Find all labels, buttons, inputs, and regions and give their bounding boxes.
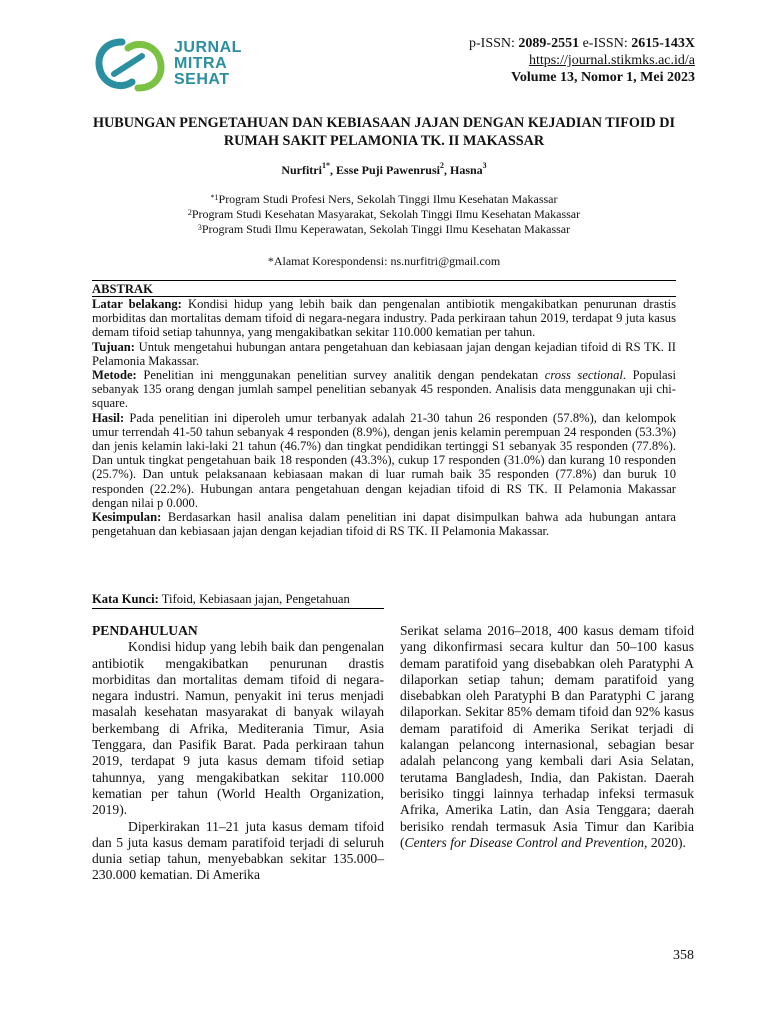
abstract-heading: ABSTRAK (92, 280, 676, 297)
keywords (92, 592, 384, 609)
page-number: 358 (673, 948, 694, 963)
affiliation-text: Program Studi Kesehatan Masyarakat, Sekolah Tinggi Ilmu Kesehatan Makassar (191, 207, 581, 221)
abstract-label: Hasil: (92, 410, 125, 425)
issn-e-label: e-ISSN: (582, 36, 628, 51)
abstract-text: Penelitian ini menggunakan penelitian survey analitik dengan pendekatan (136, 368, 545, 383)
correspondence: *Alamat Korespondensi: ns.nurfitri@gmail.com (267, 254, 501, 268)
abstract-label: Metode: (92, 368, 137, 383)
author-2: Esse Puji Pawenrusi (335, 163, 440, 177)
abstract-italic: cross sectional (544, 368, 623, 383)
logo-line-1: JURNAL (174, 39, 242, 56)
abstract-text: . Populasi sebanyak 135 orang dengan jumlah sampel penelitian sebanyak 45 responden. Analisis data menggunakan uji chi-square. (92, 368, 676, 411)
keywords-label: Kata Kunci: (92, 592, 159, 606)
logo-wordmark (174, 40, 242, 88)
keywords-text: Tifoid, Kebiasaan jajan, Pengetahuan (158, 592, 350, 606)
author-1: Nurfitri (281, 163, 322, 177)
abstract-text: Untuk mengetahui hubungan antara pengetahuan dan kebiasaan jajan dengan kejadian tifoid di RS TK. II Pelamonia Makassar. (92, 339, 676, 368)
journal-info (469, 35, 695, 86)
abstract-label: Kesimpulan: (92, 510, 162, 525)
logo-line-3: SEHAT (174, 71, 230, 88)
affiliation-sup: *1 (210, 193, 219, 202)
affiliation-1 (92, 192, 676, 207)
author-3: Hasna (449, 163, 483, 177)
abstract-background (92, 297, 676, 340)
affiliations (92, 192, 676, 237)
issn-e: 2615-143X (631, 36, 695, 51)
issn-line (469, 35, 695, 52)
section-heading: PENDAHULUAN (92, 623, 198, 638)
author-list (92, 163, 676, 178)
abstract-method (92, 368, 676, 411)
affiliation-text: Program Studi Profesi Ners, Sekolah Tinggi Ilmu Kesehatan Makassar (218, 192, 558, 206)
body-column-left (92, 623, 384, 884)
logo-mark-icon (99, 42, 161, 88)
body-column-right (400, 623, 694, 851)
author-3-sup: 3 (482, 161, 487, 170)
affiliation-sup: 2 (187, 208, 192, 217)
body-paragraph-1: Kondisi hidup yang lebih baik dan pengenalan antibiotik mengakibatkan penurunan drastis morbiditas dan mortalitas demam tifoid di negara-negara industri. Namun, penyakit ini terus menjadi masalah kesehatan masyarakat di banyak wilayah berkembang di Afrika, Mediterania Timur, Asia Tenggara, dan Pasifik Barat. Pada perkiraan tahun 2019, terdapat 9 juta kasus demam tifoid setiap tahunnya, yang mengakibatkan sekitar 110.000 kematian per tahun (World Health Organization, 2019). (92, 639, 384, 818)
abstract-text: Pada penelitian ini diperoleh umur terbanyak adalah 21-30 tahun 26 responden (57.8%), dan kelompok umur terrendah 41-50 tahun sebanyak 4 responden (8.9%), dengan jenis kelamin perempuan 24 responden (53.3%) dan jenis kelamin laki-laki 21 tahun (46.7%) dan tingkat pendidikan tertinggi S1 sebanyak 35 responden (77.8%). Dan untuk tingkat pengetahuan baik 18 responden (43.3%), cukup 17 responden (31.0%) dan kurang 10 responden (25.7%). Dan untuk pelaksanaan kebiasaan makan di luar rumah baik 35 responden (77.8%) dan buruk 10 responden (22.2%). Hubungan antara pengetahuan dengan kejadian tifoid di RS TK. II Pelamonia Makassar dengan nilai p 0.000. (92, 410, 676, 510)
author-sep: , (443, 163, 450, 177)
affiliation-3 (92, 222, 676, 237)
abstract-text: Kondisi hidup yang lebih baik dan pengenalan antibiotik mengakibatkan penurunan drastis morbiditas dan mortalitas demam tifoid di negara-negara industry. Pada perkiraan tahun 2019, terdapat 9 juta kasus demam tifoid setiap tahunnya, yang mengakibatkan sekitar 110.000 kematian per tahun. (92, 297, 676, 340)
article-title: HUBUNGAN PENGETAHUAN DAN KEBIASAAN JAJAN DENGAN KEJADIAN TIFOID DI RUMAH SAKIT PELAMONIA TK. II MAKASSAR (93, 115, 675, 149)
body-paragraph-2: Diperkirakan 11–21 juta kasus demam tifoid dan 5 juta kasus demam paratifoid terjadi di seluruh dunia setiap tahun, menyebabkan sekitar 135.000–230.000 kematian. Di Amerika (92, 818, 384, 883)
abstract-label: Latar belakang: (92, 297, 182, 311)
issn-p-label: p-ISSN: (469, 36, 515, 51)
author-2-sup: 2 (439, 161, 444, 170)
abstract-conclusion (92, 510, 676, 538)
affiliation-2 (92, 207, 676, 222)
body-text: Serikat selama 2016–2018, 400 kasus demam tifoid yang dikonfirmasi secara kultur dan 50–100 kasus demam paratifoid yang disebabkan oleh Paratyphi A dilaporkan setiap tahun; demam paratifoid yang disebabkan oleh Paratyphi B dan Paratyphi C jarang dilaporkan. Sekitar 85% demam tifoid dan 92% kasus demam paratifoid di Amerika Serikat terjadi di kalangan pelancong internasional, sebagian besar adalah pelancong yang kembali dari Asia Selatan, terutama Bangladesh, India, dan Pakistan. Daerah berisiko tinggi lainnya terhadap infeksi termasuk Afrika, Amerika Latin, dan Asia Tenggara; daerah berisiko rendah termasuk Asia Timur dan Karibia ( (400, 623, 694, 850)
abstract-label: Tujuan: (92, 339, 135, 354)
body-paragraph-3 (400, 623, 694, 851)
issn-p: 2089-2551 (518, 36, 580, 51)
abstract-objective (92, 340, 676, 368)
affiliation-text: Program Studi Ilmu Keperawatan, Sekolah Tinggi Ilmu Kesehatan Makassar (201, 222, 571, 236)
body-text: , 2020). (644, 834, 686, 850)
abstract-text: Berdasarkan hasil analisa dalam penelitian ini dapat disimpulkan bahwa ada hubungan antara pengetahuan dan kebiasaan jajan dengan kejadian tifoid di RS TK. II Pelamonia Makassar. (92, 510, 676, 539)
volume-info: Volume 13, Nomor 1, Mei 2023 (511, 70, 695, 85)
abstract-section (92, 280, 676, 538)
affiliation-sup: 3 (197, 223, 202, 232)
abstract-results (92, 411, 676, 510)
body-italic: Centers for Disease Control and Prevention (404, 834, 645, 850)
logo-line-2: MITRA (174, 55, 228, 72)
author-sep: , (329, 163, 336, 177)
journal-url-link[interactable]: https://journal.stikmks.ac.id/a (528, 53, 695, 68)
author-1-sup: 1* (321, 161, 330, 170)
